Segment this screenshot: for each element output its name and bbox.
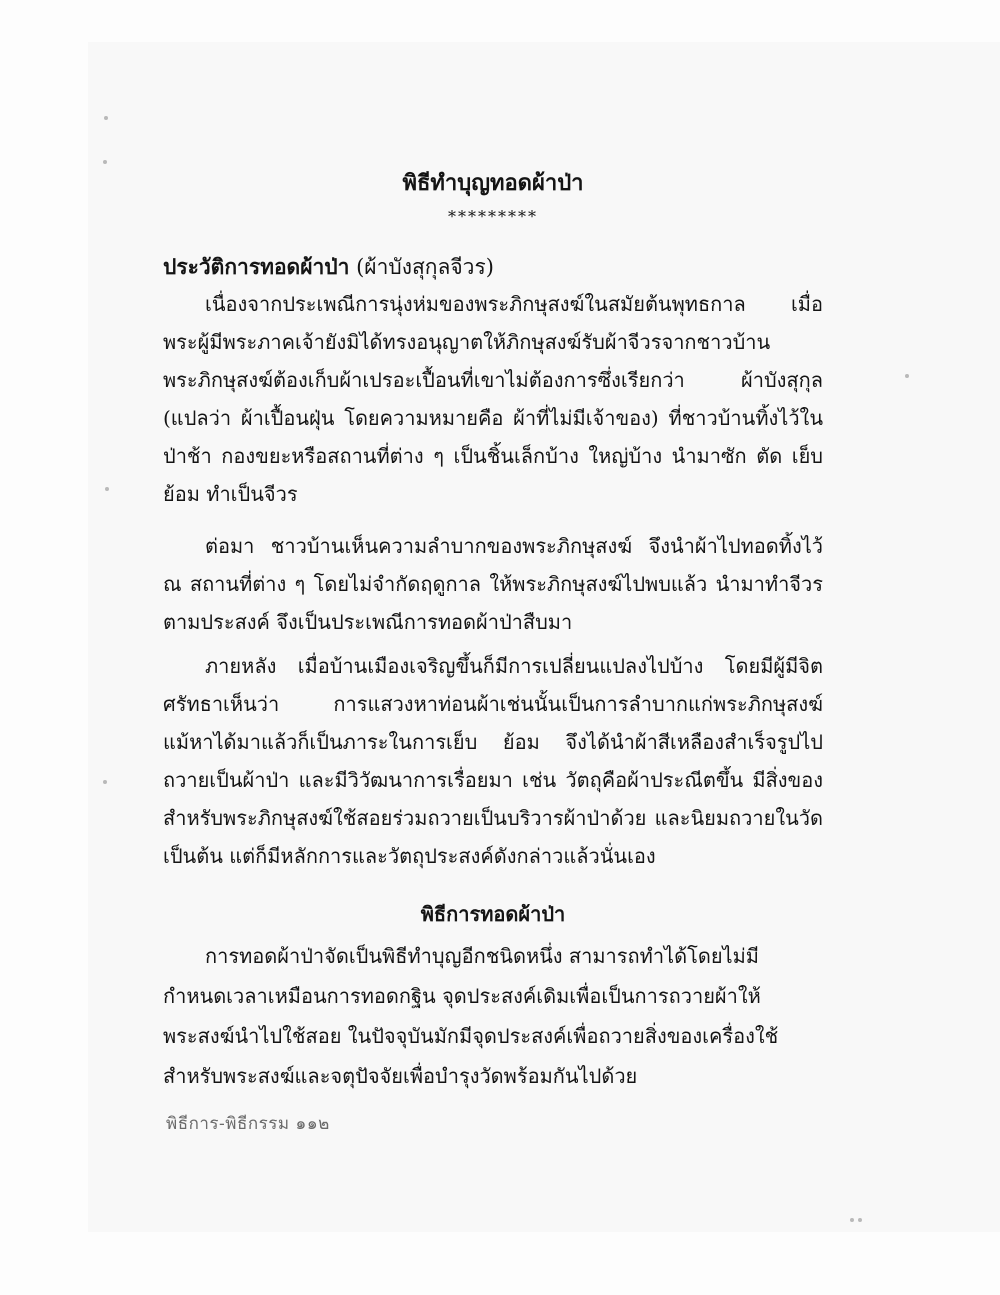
paragraph-line: ศรัทธาเห็นว่า การแสวงหาท่อนผ้าเช่นนั้นเป็นการลำบากแก่พระภิกษุสงฆ์ [163, 692, 823, 716]
scan-speck [858, 1218, 862, 1222]
paragraph-line: การทอดผ้าป่าจัดเป็นพิธีทำบุญอีกชนิดหนึ่ง สามารถทำได้โดยไม่มี [205, 944, 759, 968]
paragraph-line: เนื่องจากประเพณีการนุ่งห่มของพระภิกษุสงฆ์ในสมัยต้นพุทธกาล เมื่อ [205, 292, 823, 316]
paragraph-line: ตามประสงค์ จึงเป็นประเพณีการทอดผ้าป่าสืบมา [163, 610, 573, 634]
paragraph-line: พระผู้มีพระภาคเจ้ายังมิได้ทรงอนุญาตให้ภิกษุสงฆ์รับผ้าจีวรจากชาวบ้าน [163, 330, 771, 354]
scan-speck [905, 374, 909, 378]
scan-speck [850, 1218, 854, 1222]
section-heading-history-bold: ประวัติการทอดผ้าป่า [163, 254, 350, 279]
scan-speck [103, 780, 107, 784]
paragraph-line: ต่อมา ชาวบ้านเห็นความลำบากของพระภิกษุสงฆ์ จึงนำผ้าไปทอดทิ้งไว้ [205, 534, 823, 558]
scan-speck [104, 116, 108, 120]
section-heading-history [163, 250, 494, 284]
page-footer: พิธีการ-พิธีกรรม ๑๑๒ [166, 1114, 330, 1134]
paragraph-line: เป็นต้น แต่ก็มีหลักการและวัตถุประสงค์ดังกล่าวแล้วนั่นเอง [163, 844, 656, 868]
paragraph-line: ภายหลัง เมื่อบ้านเมืองเจริญขึ้นก็มีการเปลี่ยนแปลงไปบ้าง โดยมีผู้มีจิต [205, 654, 823, 678]
paragraph-line: (แปลว่า ผ้าเปื้อนฝุ่น โดยความหมายคือ ผ้าที่ไม่มีเจ้าของ) ที่ชาวบ้านทิ้งไว้ใน [163, 406, 823, 430]
paragraph-line: สำหรับพระภิกษุสงฆ์ใช้สอยร่วมถวายเป็นบริวารผ้าป่าด้วย และนิยมถวายในวัด [163, 806, 823, 830]
paragraph-line: กำหนดเวลาเหมือนการทอดกฐิน จุดประสงค์เดิมเพื่อเป็นการถวายผ้าให้ [163, 984, 761, 1008]
section-heading-history-sub: (ผ้าบังสุกุลจีวร) [349, 255, 494, 279]
paragraph-line: แม้หาได้มาแล้วก็เป็นภาระในการเย็บ ย้อม จึงได้นำผ้าสีเหลืองสำเร็จรูปไป [163, 730, 823, 754]
paragraph-line: ป่าช้า กองขยะหรือสถานที่ต่าง ๆ เป็นชิ้นเล็กบ้าง ใหญ่บ้าง นำมาซัก ตัด เย็บ [163, 444, 823, 468]
section-heading-ceremony: พิธีการทอดผ้าป่า [420, 902, 566, 926]
paragraph-line: ย้อม ทำเป็นจีวร [163, 482, 298, 506]
paragraph-line: สำหรับพระสงฆ์และจตุปัจจัยเพื่อบำรุงวัดพร้อมกันไปด้วย [163, 1064, 638, 1088]
scan-speck [103, 160, 107, 164]
document-title: พิธีทำบุญทอดผ้าป่า [402, 170, 584, 196]
title-separator: ********* [448, 207, 538, 226]
paragraph-line: ถวายเป็นผ้าป่า และมีวิวัฒนาการเรื่อยมา เช่น วัตถุคือผ้าประณีตขึ้น มีสิ่งของ [163, 768, 823, 792]
paragraph-line: ณ สถานที่ต่าง ๆ โดยไม่จำกัดฤดูกาล ให้พระภิกษุสงฆ์ไปพบแล้ว นำมาทำจีวร [163, 572, 823, 596]
paragraph-line: พระสงฆ์นำไปใช้สอย ในปัจจุบันมักมีจุดประสงค์เพื่อถวายสิ่งของเครื่องใช้ [163, 1024, 779, 1048]
paragraph-line: พระภิกษุสงฆ์ต้องเก็บผ้าเปรอะเปื้อนที่เขาไม่ต้องการซึ่งเรียกว่า ผ้าบังสุกุล [163, 368, 823, 392]
scan-speck [105, 487, 109, 491]
